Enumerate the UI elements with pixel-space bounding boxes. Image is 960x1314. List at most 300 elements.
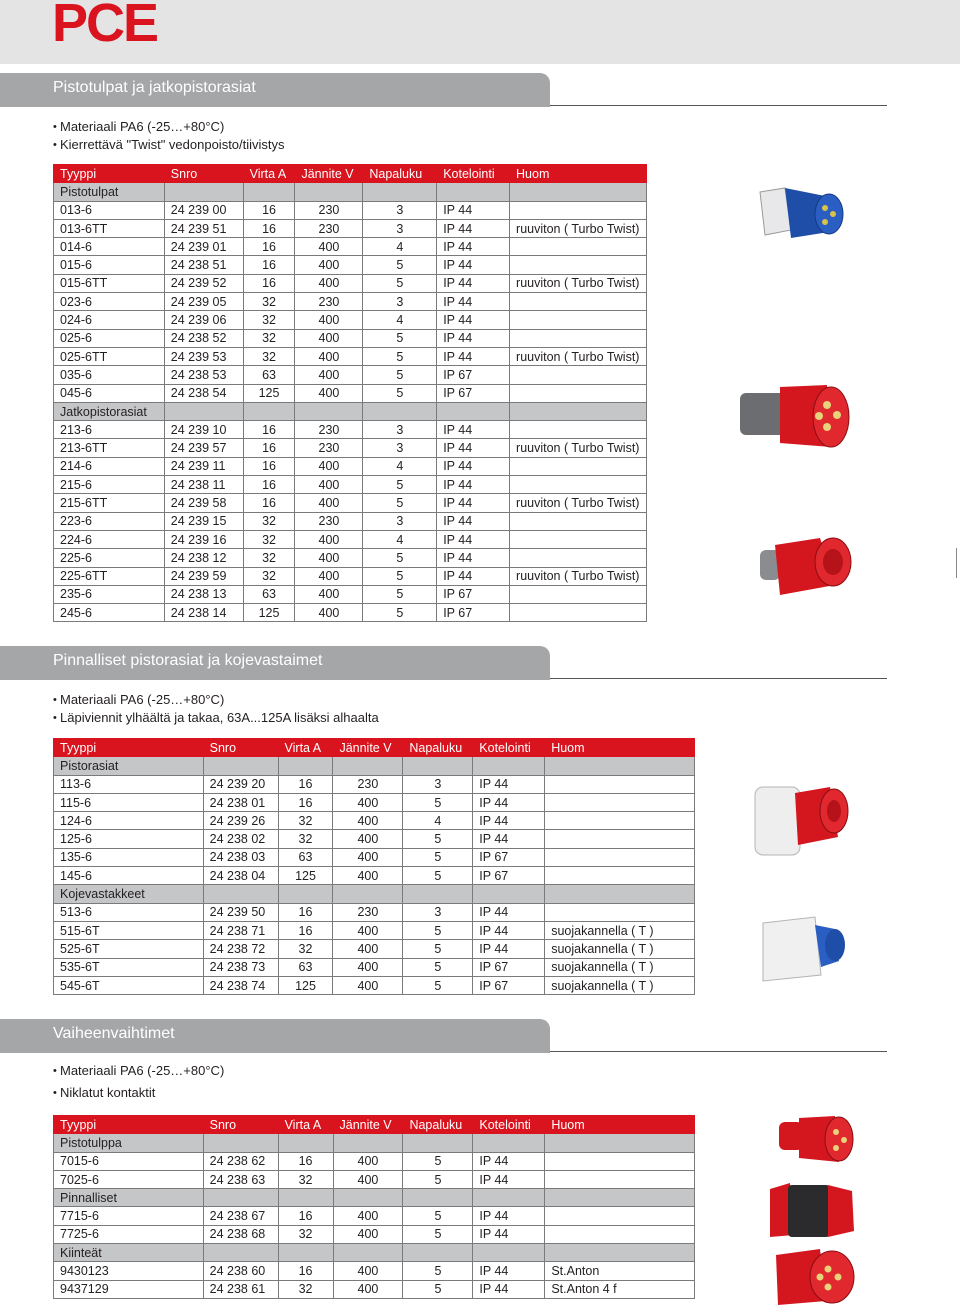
section-rule <box>550 678 887 679</box>
table-cell: 5 <box>403 867 473 885</box>
table-cell <box>545 867 695 885</box>
table-cell: 16 <box>243 219 295 237</box>
table-row <box>54 848 695 866</box>
table-cell: 213-6TT <box>54 439 165 457</box>
product-table <box>53 164 647 622</box>
table-cell: St.Anton <box>545 1262 695 1280</box>
table-cell <box>545 775 695 793</box>
table-cell: 135-6 <box>54 848 204 866</box>
table-cell: 24 238 11 <box>164 476 243 494</box>
table-cell: 025-6 <box>54 329 165 347</box>
table-cell: 7015-6 <box>54 1152 204 1170</box>
table-cell: 24 239 26 <box>203 812 278 830</box>
table-cell: 32 <box>243 567 295 585</box>
table-cell <box>510 476 647 494</box>
table-cell: 4 <box>363 238 437 256</box>
red-phase-inverter-socket-icon <box>770 1245 860 1310</box>
table-row <box>54 793 695 811</box>
column-header: Kotelointi <box>437 165 510 183</box>
table-cell: 5 <box>363 347 437 365</box>
table-cell: IP 44 <box>473 903 545 921</box>
table-cell: 223-6 <box>54 512 165 530</box>
group-cell <box>164 183 243 201</box>
table-cell: 5 <box>403 848 473 866</box>
table-cell: suojakannella ( T ) <box>545 921 695 939</box>
table-cell: IP 44 <box>437 311 510 329</box>
table-cell <box>545 793 695 811</box>
table-cell: IP 44 <box>437 421 510 439</box>
group-cell <box>363 402 437 420</box>
table-cell: 24 238 53 <box>164 366 243 384</box>
table-cell <box>510 530 647 548</box>
table-cell: 16 <box>243 421 295 439</box>
table-cell: 5 <box>363 256 437 274</box>
table-cell: IP 44 <box>473 1262 545 1280</box>
table-cell: 125-6 <box>54 830 204 848</box>
table-cell: 400 <box>295 585 363 603</box>
table-cell: 16 <box>243 238 295 256</box>
table-cell: 32 <box>243 311 295 329</box>
section-title: Vaiheenvaihtimet <box>53 1025 175 1042</box>
table-cell: 014-6 <box>54 238 165 256</box>
column-header: Jännite V <box>333 1116 403 1134</box>
bullet-list <box>53 1062 224 1102</box>
group-cell <box>437 402 510 420</box>
table-cell: 215-6TT <box>54 494 165 512</box>
table-row <box>54 921 695 939</box>
table-cell: 16 <box>278 921 333 939</box>
table-cell: 16 <box>243 494 295 512</box>
table-cell: 16 <box>278 903 333 921</box>
table-cell: 16 <box>243 201 295 219</box>
table-cell: 3 <box>403 775 473 793</box>
table-cell: 24 239 15 <box>164 512 243 530</box>
table-cell: 24 238 60 <box>203 1262 278 1280</box>
table-cell: IP 44 <box>473 1225 545 1243</box>
column-header: Virta A <box>278 1116 333 1134</box>
table-row <box>54 1207 695 1225</box>
table-cell: 400 <box>295 329 363 347</box>
group-cell <box>333 1134 403 1152</box>
table-cell <box>510 384 647 402</box>
group-cell <box>510 183 647 201</box>
table-cell: IP 67 <box>473 976 545 994</box>
table-cell: 025-6TT <box>54 347 165 365</box>
table-row <box>54 958 695 976</box>
table-cell: 400 <box>333 812 403 830</box>
table-cell: 63 <box>243 366 295 384</box>
table-cell: 225-6 <box>54 549 165 567</box>
product-table <box>53 738 695 995</box>
table-header-row <box>54 1116 695 1134</box>
pce-logo: PCE <box>52 0 158 53</box>
group-cell <box>278 1244 333 1262</box>
table-cell: 013-6TT <box>54 219 165 237</box>
table-row <box>54 494 647 512</box>
table-cell <box>510 311 647 329</box>
table-cell: 24 239 10 <box>164 421 243 439</box>
table-cell: 4 <box>403 812 473 830</box>
table-row <box>54 366 647 384</box>
column-header: Jännite V <box>295 165 363 183</box>
table-row <box>54 512 647 530</box>
table-cell: 3 <box>363 421 437 439</box>
table-cell: suojakannella ( T ) <box>545 940 695 958</box>
table-cell: 125 <box>243 604 295 622</box>
table-cell: IP 44 <box>473 830 545 848</box>
table-cell: IP 67 <box>473 848 545 866</box>
table-cell: 24 239 00 <box>164 201 243 219</box>
table-cell: 513-6 <box>54 903 204 921</box>
table-row <box>54 274 647 292</box>
table-cell <box>545 1170 695 1188</box>
table-row <box>54 256 647 274</box>
table-cell: 230 <box>295 201 363 219</box>
table-cell: 5 <box>403 1152 473 1170</box>
table-cell: IP 67 <box>473 958 545 976</box>
table-cell <box>545 1207 695 1225</box>
table-cell <box>510 512 647 530</box>
table-cell: IP 44 <box>473 775 545 793</box>
table-cell: 5 <box>363 494 437 512</box>
table-cell: 32 <box>243 329 295 347</box>
table-cell: 145-6 <box>54 867 204 885</box>
table-cell: ruuviton ( Turbo Twist) <box>510 274 647 292</box>
page-edge-mark <box>956 548 957 578</box>
table-cell: 400 <box>333 976 403 994</box>
group-label: Kojevastakkeet <box>54 885 204 903</box>
table-cell: 16 <box>243 457 295 475</box>
table-cell: 24 239 59 <box>164 567 243 585</box>
group-cell <box>473 1134 545 1152</box>
group-cell <box>473 757 545 775</box>
table-cell: 5 <box>403 830 473 848</box>
table-cell: 400 <box>295 238 363 256</box>
table-cell: 215-6 <box>54 476 165 494</box>
table-cell: IP 44 <box>437 512 510 530</box>
table-cell: IP 67 <box>437 366 510 384</box>
table-cell: 16 <box>243 256 295 274</box>
column-header: Tyyppi <box>54 739 204 757</box>
table-cell: ruuviton ( Turbo Twist) <box>510 567 647 585</box>
section-rule <box>550 1051 887 1052</box>
table-cell: IP 67 <box>473 867 545 885</box>
table-cell: 24 238 13 <box>164 585 243 603</box>
table-cell: 16 <box>243 274 295 292</box>
table-row <box>54 830 695 848</box>
table-cell: 230 <box>333 903 403 921</box>
table-row <box>54 585 647 603</box>
bullet-list <box>53 691 379 727</box>
table-cell: ruuviton ( Turbo Twist) <box>510 494 647 512</box>
table-cell: 24 239 53 <box>164 347 243 365</box>
section-title: Pinnalliset pistorasiat ja kojevastaimet <box>53 652 323 669</box>
bullet-item: • Niklatut kontaktit <box>53 1084 224 1102</box>
red-phase-inverter-plug-icon <box>775 1110 860 1170</box>
table-cell: 400 <box>333 1170 403 1188</box>
table-cell: 3 <box>363 219 437 237</box>
table-cell: 32 <box>278 1170 333 1188</box>
table-cell <box>545 903 695 921</box>
table-cell: 16 <box>278 1152 333 1170</box>
group-label: Pistotulppa <box>54 1134 204 1152</box>
table-cell: 400 <box>333 958 403 976</box>
column-header: Napaluku <box>403 739 473 757</box>
section-header <box>0 1019 550 1053</box>
table-cell: 24 239 01 <box>164 238 243 256</box>
table-cell: IP 44 <box>437 293 510 311</box>
table-cell: 400 <box>295 256 363 274</box>
table-cell: IP 44 <box>437 549 510 567</box>
table-cell: 400 <box>333 867 403 885</box>
table-row <box>54 384 647 402</box>
column-header: Tyyppi <box>54 1116 204 1134</box>
table-cell: 045-6 <box>54 384 165 402</box>
red-extension-socket-icon <box>755 530 855 605</box>
table-cell: 124-6 <box>54 812 204 830</box>
table-cell: IP 44 <box>473 1280 545 1298</box>
table-cell: IP 44 <box>437 530 510 548</box>
table-cell: IP 44 <box>473 1207 545 1225</box>
group-cell <box>363 183 437 201</box>
group-row <box>54 402 647 420</box>
table-row <box>54 549 647 567</box>
table-row <box>54 976 695 994</box>
group-row <box>54 885 695 903</box>
table-cell: 400 <box>333 830 403 848</box>
table-cell: 24 239 51 <box>164 219 243 237</box>
column-header: Virta A <box>278 739 333 757</box>
table-cell: 3 <box>403 903 473 921</box>
table-cell: 32 <box>278 1280 333 1298</box>
table-cell: 400 <box>295 476 363 494</box>
group-cell <box>164 402 243 420</box>
table-cell: suojakannella ( T ) <box>545 958 695 976</box>
table-cell: 545-6T <box>54 976 204 994</box>
table-cell: IP 44 <box>473 812 545 830</box>
group-cell <box>203 885 278 903</box>
table-cell: 5 <box>363 549 437 567</box>
table-cell: 16 <box>243 476 295 494</box>
table-cell: 24 238 63 <box>203 1170 278 1188</box>
table-row <box>54 812 695 830</box>
table-cell: 24 239 11 <box>164 457 243 475</box>
table-cell <box>545 1225 695 1243</box>
table-cell: 235-6 <box>54 585 165 603</box>
group-cell <box>333 757 403 775</box>
table-cell: 214-6 <box>54 457 165 475</box>
table-cell: 230 <box>295 219 363 237</box>
table-cell: 32 <box>278 812 333 830</box>
table-cell: 5 <box>403 1262 473 1280</box>
column-header: Napaluku <box>403 1116 473 1134</box>
table-cell: St.Anton 4 f <box>545 1280 695 1298</box>
bullet-item: • Läpiviennit ylhäältä ja takaa, 63A...125A lisäksi alhaalta <box>53 709 379 727</box>
table-row <box>54 775 695 793</box>
table-cell: IP 44 <box>437 439 510 457</box>
table-row <box>54 1170 695 1188</box>
column-header: Snro <box>203 1116 278 1134</box>
table-cell: 9437129 <box>54 1280 204 1298</box>
table-cell: 24 238 01 <box>203 793 278 811</box>
table-cell: IP 44 <box>437 274 510 292</box>
table-cell: 24 238 73 <box>203 958 278 976</box>
table-cell: 024-6 <box>54 311 165 329</box>
column-header: Napaluku <box>363 165 437 183</box>
table-cell: 5 <box>403 1225 473 1243</box>
column-header: Snro <box>164 165 243 183</box>
bullet-item: • Materiaali PA6 (-25…+80°C) <box>53 691 379 709</box>
group-cell <box>403 1244 473 1262</box>
table-cell: IP 44 <box>437 494 510 512</box>
table-cell: 525-6T <box>54 940 204 958</box>
table-cell: 5 <box>403 921 473 939</box>
table-row <box>54 476 647 494</box>
group-cell <box>545 757 695 775</box>
table-cell: 24 239 58 <box>164 494 243 512</box>
table-cell: 3 <box>363 439 437 457</box>
table-cell: 400 <box>333 921 403 939</box>
table-cell: 5 <box>403 958 473 976</box>
table-cell: 32 <box>243 549 295 567</box>
table-row <box>54 940 695 958</box>
table-cell: 400 <box>295 366 363 384</box>
table-cell <box>510 549 647 567</box>
table-row <box>54 604 647 622</box>
table-cell: 224-6 <box>54 530 165 548</box>
table-cell: 3 <box>363 201 437 219</box>
group-row <box>54 1189 695 1207</box>
table-cell: 400 <box>333 1207 403 1225</box>
column-header: Virta A <box>243 165 295 183</box>
column-header: Jännite V <box>333 739 403 757</box>
group-cell <box>437 183 510 201</box>
table-cell: IP 44 <box>473 1170 545 1188</box>
table-cell: IP 44 <box>437 567 510 585</box>
table-cell: 24 238 52 <box>164 329 243 347</box>
table-cell <box>510 256 647 274</box>
table-cell <box>510 238 647 256</box>
table-cell: 5 <box>363 476 437 494</box>
table-cell: 5 <box>363 329 437 347</box>
table-cell: 24 239 16 <box>164 530 243 548</box>
table-cell: 400 <box>333 848 403 866</box>
table-cell: 32 <box>278 940 333 958</box>
red-plug-icon <box>735 375 860 460</box>
table-cell: 4 <box>363 457 437 475</box>
table-cell: IP 44 <box>437 201 510 219</box>
table-cell: 24 238 04 <box>203 867 278 885</box>
table-header-row <box>54 165 647 183</box>
table-cell: 013-6 <box>54 201 165 219</box>
group-cell <box>278 1189 333 1207</box>
table-cell: 400 <box>295 274 363 292</box>
group-cell <box>333 885 403 903</box>
table-cell: IP 44 <box>437 329 510 347</box>
table-cell: 24 239 57 <box>164 439 243 457</box>
group-cell <box>473 885 545 903</box>
table-cell: IP 44 <box>437 256 510 274</box>
section-rule <box>550 105 887 106</box>
table-cell: IP 44 <box>473 793 545 811</box>
group-cell <box>473 1189 545 1207</box>
table-cell: 023-6 <box>54 293 165 311</box>
table-cell: 32 <box>243 347 295 365</box>
table-cell: ruuviton ( Turbo Twist) <box>510 439 647 457</box>
table-cell: 5 <box>403 1207 473 1225</box>
table-cell: IP 44 <box>473 921 545 939</box>
table-cell <box>545 848 695 866</box>
table-cell: 115-6 <box>54 793 204 811</box>
group-cell <box>403 1134 473 1152</box>
bullet-item: • Materiaali PA6 (-25…+80°C) <box>53 118 285 136</box>
table-cell: 5 <box>403 793 473 811</box>
table-cell: 16 <box>278 1262 333 1280</box>
bullet-item: • Kierrettävä "Twist" vedonpoisto/tiivistys <box>53 136 285 154</box>
column-header: Huom <box>545 1116 695 1134</box>
group-cell <box>278 757 333 775</box>
table-cell: 24 238 12 <box>164 549 243 567</box>
blue-plug-icon <box>755 180 850 250</box>
table-row <box>54 567 647 585</box>
table-cell: 32 <box>278 830 333 848</box>
table-cell: 230 <box>295 421 363 439</box>
table-cell: 24 238 51 <box>164 256 243 274</box>
group-row <box>54 757 695 775</box>
table-cell: 015-6TT <box>54 274 165 292</box>
group-cell <box>203 1134 278 1152</box>
table-cell: 400 <box>295 530 363 548</box>
table-cell: 24 238 61 <box>203 1280 278 1298</box>
group-cell <box>545 1134 695 1152</box>
table-cell: ruuviton ( Turbo Twist) <box>510 347 647 365</box>
group-row <box>54 1134 695 1152</box>
table-cell: 4 <box>363 530 437 548</box>
group-cell <box>403 1189 473 1207</box>
table-row <box>54 439 647 457</box>
table-cell: 32 <box>243 512 295 530</box>
table-cell: 230 <box>295 512 363 530</box>
column-header: Snro <box>203 739 278 757</box>
table-cell: IP 44 <box>437 476 510 494</box>
group-label: Kiinteät <box>54 1244 204 1262</box>
group-cell <box>333 1244 403 1262</box>
table-row <box>54 1225 695 1243</box>
table-row <box>54 867 695 885</box>
table-cell: 16 <box>243 439 295 457</box>
table-cell <box>510 366 647 384</box>
table-cell: IP 44 <box>437 347 510 365</box>
table-cell: 5 <box>403 1280 473 1298</box>
group-label: Pistorasiat <box>54 757 204 775</box>
table-cell: 400 <box>333 1262 403 1280</box>
table-cell: 5 <box>363 384 437 402</box>
table-cell: 5 <box>363 567 437 585</box>
group-cell <box>203 1189 278 1207</box>
table-cell: 16 <box>278 1207 333 1225</box>
table-cell: 015-6 <box>54 256 165 274</box>
group-cell <box>278 885 333 903</box>
table-cell: 3 <box>363 293 437 311</box>
table-cell: 32 <box>243 530 295 548</box>
group-cell <box>545 885 695 903</box>
table-cell <box>545 830 695 848</box>
group-label: Pistotulpat <box>54 183 165 201</box>
group-cell <box>545 1189 695 1207</box>
table-cell: 400 <box>333 1225 403 1243</box>
table-cell: 400 <box>295 457 363 475</box>
table-cell: 4 <box>363 311 437 329</box>
